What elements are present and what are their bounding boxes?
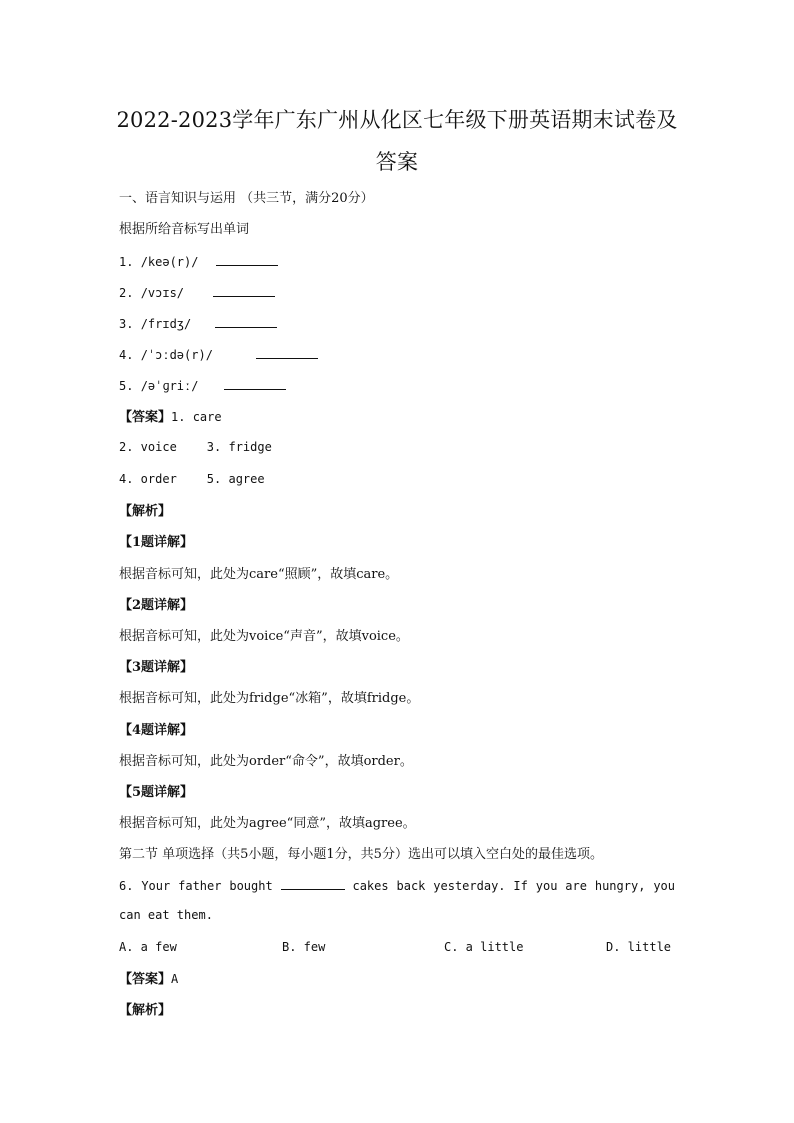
detail-2-label: 【2题详解】	[119, 598, 194, 613]
question-6-part-2: cakes back yesterday. If you are hungry, you	[352, 879, 675, 893]
option-a[interactable]: A. a few	[119, 940, 177, 954]
answer-6-label: 【答案】	[119, 972, 172, 987]
option-c[interactable]: C. a little	[444, 940, 524, 954]
question-3	[119, 315, 277, 331]
answer-3: 3. fridge	[206, 440, 272, 454]
detail-5-label: 【5题详解】	[119, 785, 194, 800]
question-1	[119, 253, 278, 269]
question-2	[119, 284, 275, 300]
option-d[interactable]: D. little	[606, 940, 672, 954]
question-5	[119, 377, 286, 393]
detail-2-text: 根据音标可知，此处为voice“声音”，故填voice。	[119, 629, 409, 644]
question-3-blank[interactable]	[215, 315, 277, 328]
answer-5: 5. agree	[206, 472, 265, 486]
question-6-line-2: can eat them.	[119, 908, 213, 922]
question-4-phonetic: /ˈɔːdə(r)/	[140, 348, 213, 362]
detail-1-label: 【1题详解】	[119, 535, 194, 550]
question-6-line-1	[119, 877, 675, 893]
option-b[interactable]: B. few	[282, 940, 326, 954]
answer-row-2	[119, 440, 272, 454]
answer-1: 1. care	[171, 410, 222, 424]
question-5-phonetic: /əˈɡriː/	[140, 379, 199, 393]
question-3-phonetic: /frɪdʒ/	[140, 317, 192, 331]
question-5-number: 5.	[119, 379, 134, 393]
question-1-phonetic: /keə(r)/	[140, 255, 199, 269]
section-1-instruction: 根据所给音标写出单词	[119, 222, 250, 237]
document-title-line-1: 2022-2023学年广东广州从化区七年级下册英语期末试卷及	[116, 108, 678, 132]
question-4-number: 4.	[119, 348, 134, 362]
section-1-heading: 一、语言知识与运用 （共三节，满分20分）	[119, 191, 374, 206]
question-4	[119, 346, 318, 362]
answer-label: 【答案】	[119, 410, 172, 425]
answer-6: A	[171, 972, 179, 986]
question-1-blank[interactable]	[216, 253, 278, 266]
answer-row-6	[119, 968, 178, 987]
question-5-blank[interactable]	[224, 377, 286, 390]
detail-3-text: 根据音标可知，此处为fridge“冰箱”，故填fridge。	[119, 691, 420, 706]
analysis-label: 【解析】	[119, 504, 172, 519]
question-6-blank[interactable]	[281, 877, 345, 890]
answer-2: 2. voice	[119, 440, 177, 454]
question-4-blank[interactable]	[256, 346, 318, 359]
section-2-heading: 第二节 单项选择（共5小题，每小题1分，共5分）选出可以填入空白处的最佳选项。	[119, 847, 603, 862]
question-6-part-1: 6. Your father bought	[119, 879, 273, 893]
question-2-number: 2.	[119, 286, 134, 300]
answer-row-1	[119, 406, 222, 425]
question-2-phonetic: /vɔɪs/	[140, 286, 185, 300]
question-3-number: 3.	[119, 317, 134, 331]
detail-4-text: 根据音标可知，此处为order“命令”，故填order。	[119, 754, 413, 769]
document-title-line-2: 答案	[375, 150, 419, 174]
detail-4-label: 【4题详解】	[119, 723, 194, 738]
detail-5-text: 根据音标可知，此处为agree“同意”，故填agree。	[119, 816, 416, 831]
question-1-number: 1.	[119, 255, 134, 269]
analysis-6-label: 【解析】	[119, 1003, 172, 1018]
answer-row-3	[119, 472, 265, 486]
detail-1-text: 根据音标可知，此处为care“照顾”，故填care。	[119, 567, 399, 582]
question-2-blank[interactable]	[213, 284, 275, 297]
detail-3-label: 【3题详解】	[119, 660, 194, 675]
answer-4: 4. order	[119, 472, 177, 486]
